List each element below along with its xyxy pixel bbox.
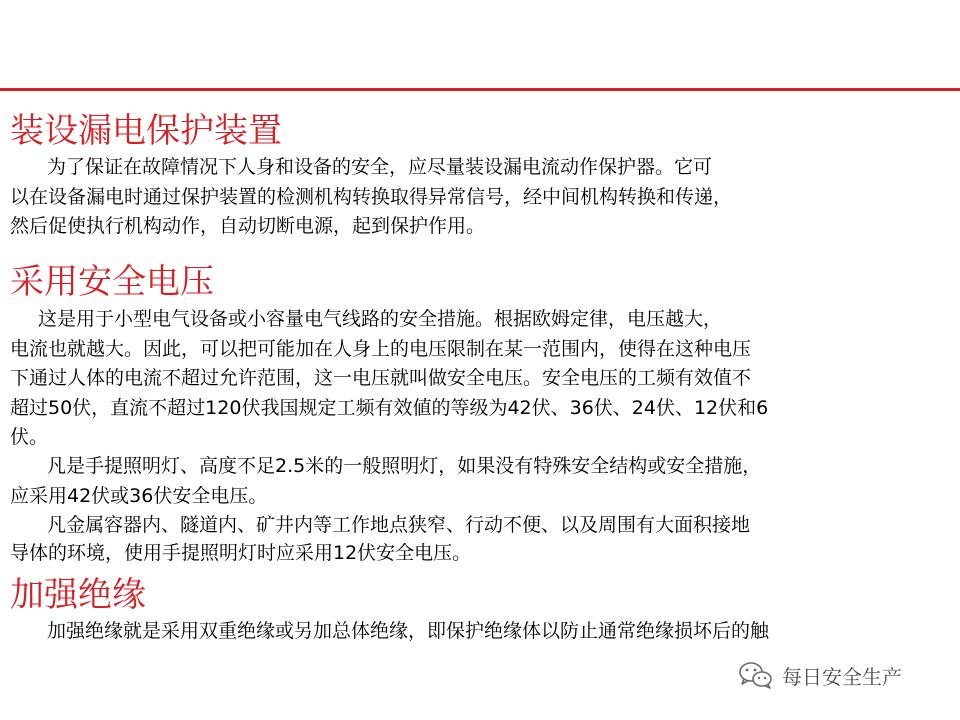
paragraph-line: 然后促使执行机构动作，自动切断电源，起到保护作用。 <box>10 215 486 237</box>
paragraph-line: 以在设备漏电时通过保护装置的检测机构转换取得异常信号，经中间机构转换和传递， <box>10 186 733 208</box>
heading-leakage-protection: 装设漏电保护装置 <box>10 111 282 151</box>
heading-safety-voltage: 采用安全电压 <box>10 262 214 302</box>
paragraph-line: 伏。 <box>10 426 49 448</box>
paragraph-line: 这是用于小型电气设备或小容量电气线路的安全措施。根据欧姆定律，电压越大， <box>38 308 723 330</box>
heading-reinforced-insulation: 加强绝缘 <box>10 575 146 615</box>
paragraph-line: 凡是手提照明灯、高度不足2.5米的一般照明灯，如果没有特殊安全结构或安全措施， <box>47 455 762 477</box>
paragraph-line: 加强绝缘就是采用双重绝缘或另加总体绝缘，即保护绝缘体以防止通常绝缘损坏后的触 <box>47 620 770 642</box>
paragraph-line: 电流也就越大。因此，可以把可能加在人身上的电压限制在某一范围内，使得在这种电压 <box>10 338 752 360</box>
paragraph-line: 为了保证在故障情况下人身和设备的安全，应尽量装设漏电流动作保护器。它可 <box>47 156 713 178</box>
watermark-text: 每日安全生产 <box>782 664 902 689</box>
top-divider <box>0 88 960 91</box>
wechat-icon <box>738 660 774 690</box>
paragraph-line: 导体的环境，使用手提照明灯时应采用12伏安全电压。 <box>10 542 472 564</box>
paragraph-line: 应采用42伏或36伏安全电压。 <box>10 485 268 507</box>
paragraph-line: 下通过人体的电流不超过允许范围，这一电压就叫做安全电压。安全电压的工频有效值不 <box>10 367 752 389</box>
paragraph-line: 凡金属容器内、隧道内、矿井内等工作地点狭窄、行动不便、以及周围有大面积接地 <box>47 514 751 536</box>
paragraph-line: 超过50伏，直流不超过120伏我国规定工频有效値的等级为42伏、36伏、24伏、12伏和6 <box>10 397 769 419</box>
wechat-watermark <box>738 660 902 690</box>
